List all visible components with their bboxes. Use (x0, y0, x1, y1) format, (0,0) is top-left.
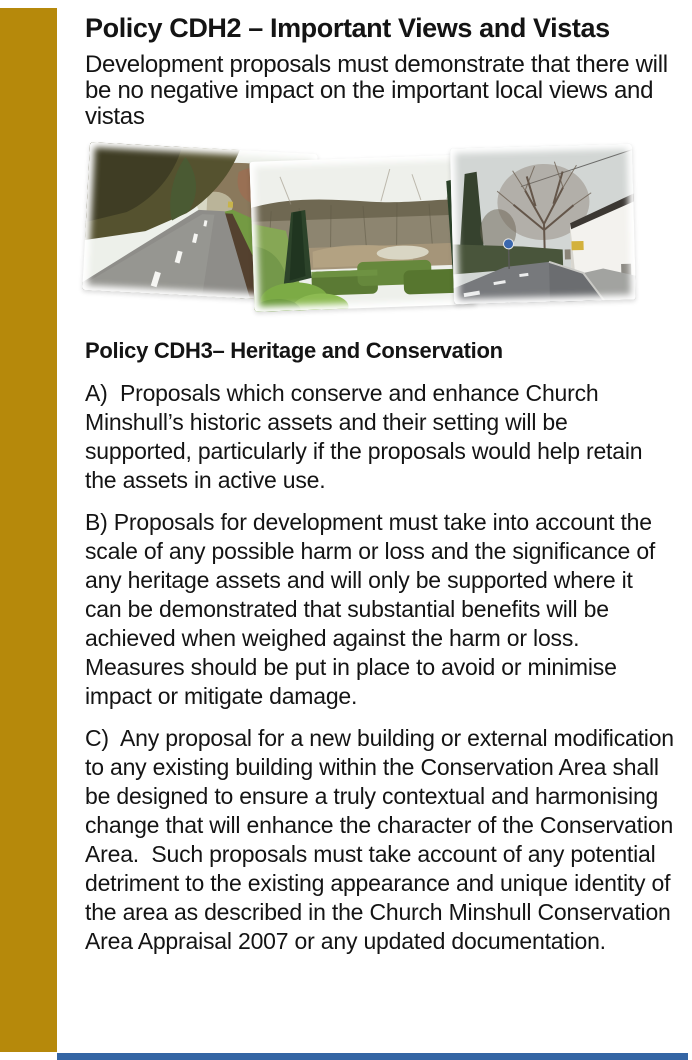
policy-cdh3-section (85, 337, 681, 969)
clause-c: C) Any proposal for a new building or external modification to any existing building within the Conservation Area shall be designed to ensure a truly contextual and harmonising change that will enhance the character of the Conservation Area. Such proposals must take account of any potential detriment to the existing appearance and unique identity of the area as described in the Church Minshull Conservation Area Appraisal 2007 or any updated documentation. (85, 725, 681, 954)
gold-sidebar (0, 8, 57, 1052)
policy-cdh3-title: Policy CDH3– Heritage and Conservation (85, 338, 503, 363)
village-street-photo (450, 144, 636, 305)
policy-cdh2-title: Policy CDH2 – Important Views and Vistas (85, 13, 610, 43)
clause-b: B) Proposals for development must take into account the scale of any possible harm or loss and the significance of any heritage assets and will only be supported where it can be demonstrated that substantial benefits will be achieved when weighed against the harm or loss. Measures should be put in place to avoid or minimise impact or mitigate damage. (85, 509, 662, 709)
valley-view-illustration (249, 154, 476, 312)
policy-cdh2-body: Development proposals must demonstrate that there will be no negative impact on the important local views and vistas (85, 51, 668, 130)
valley-view-photo (249, 154, 476, 312)
bottom-accent-bar (57, 1053, 688, 1060)
policy-cdh2-section (85, 12, 677, 130)
village-street-illustration (450, 144, 636, 305)
clause-a: A) Proposals which conserve and enhance Church Minshull’s historic assets and their setting will be supported, particularly if the proposals would help retain the assets in active use. (85, 380, 649, 493)
